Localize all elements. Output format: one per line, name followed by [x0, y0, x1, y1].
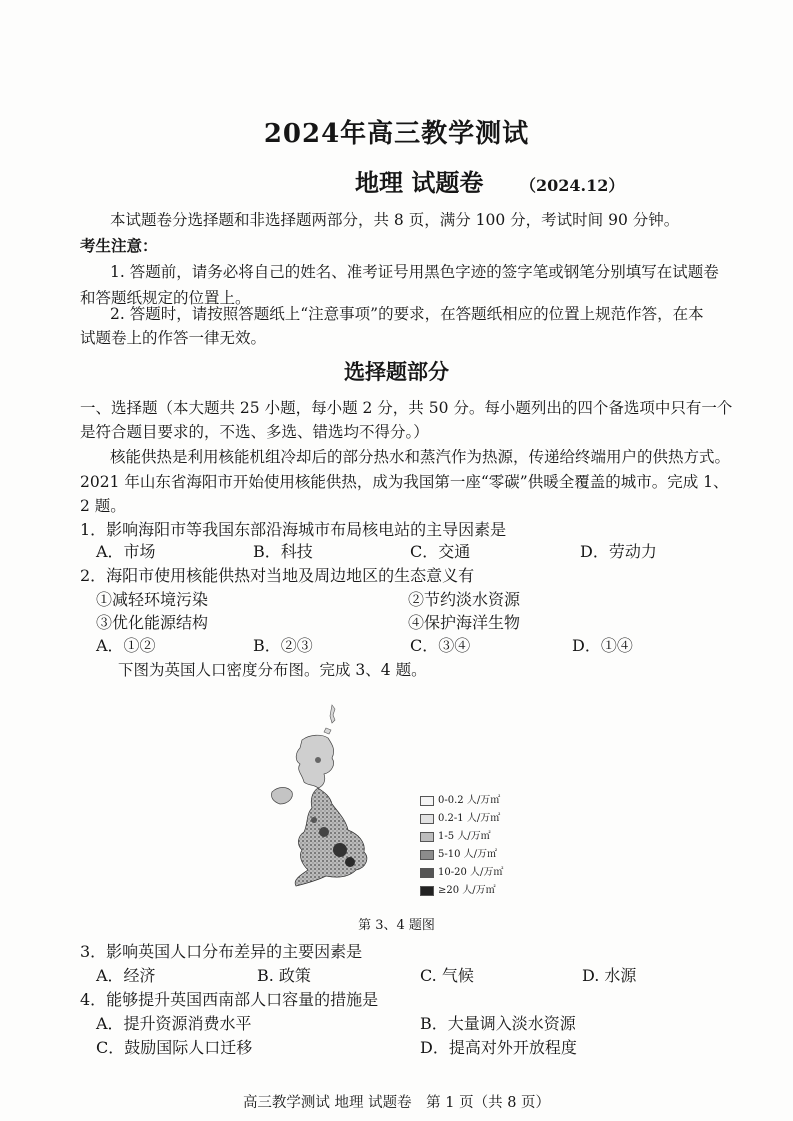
notice-title: 考生注意： [80, 236, 158, 255]
q1-option-a: A．市场 [96, 542, 156, 561]
legend-item [420, 885, 496, 897]
q2-option-d: D．①④ [572, 636, 633, 655]
notice-2a: 2. 答题时，请按照答题纸上“注意事项”的要求，在答题纸相应的位置上规范作答，在本 [110, 305, 704, 323]
q4-option-d: D．提高对外开放程度 [420, 1038, 577, 1057]
legend-swatch [420, 868, 434, 878]
section-heading-2: 是符合题目要求的，不选、多选、错选均不得分。） [80, 423, 429, 441]
question-3-stem: 3．影响英国人口分布差异的主要因素是 [80, 942, 363, 961]
passage-1-line-3: 2 题。 [80, 497, 126, 515]
q3-option-b: B. 政策 [257, 966, 311, 985]
q3-option-a: A．经济 [96, 966, 156, 985]
exam-title: 2024年高三教学测试 [263, 119, 530, 149]
section-heading-1: 一、选择题（本大题共 25 小题，每小题 2 分，共 50 分。每小题列出的四个备选项中只有一个 [80, 399, 733, 417]
section-title: 选择题部分 [344, 359, 449, 384]
q2-statement-4: ④保护海洋生物 [408, 613, 521, 632]
notice-1b: 和答题纸规定的位置上。 [80, 289, 251, 307]
legend-swatch [420, 796, 434, 806]
exam-date: （2024.12） [520, 176, 625, 195]
q3-option-c: C. 气候 [420, 966, 474, 985]
legend-label: 5-10 人/万㎡ [438, 849, 498, 860]
question-2-stem: 2．海阳市使用核能供热对当地及周边地区的生态意义有 [80, 566, 475, 585]
q2-option-c: C．③④ [410, 636, 471, 655]
q2-option-a: A．①② [96, 636, 156, 655]
legend-swatch [420, 832, 434, 842]
legend-item [420, 831, 491, 843]
legend-label: 0.2-1 人/万㎡ [438, 813, 501, 824]
legend-item [420, 813, 500, 825]
legend-swatch [420, 814, 434, 824]
question-4-stem: 4．能够提升英国西南部人口容量的措施是 [80, 990, 379, 1009]
q3-option-d: D. 水源 [582, 966, 637, 985]
legend-swatch [420, 850, 434, 860]
notice-2b: 试题卷上的作答一律无效。 [80, 329, 267, 347]
legend-label: 1-5 人/万㎡ [438, 831, 491, 842]
question-1-stem: 1．影响海阳市等我国东部沿海城市布局核电站的主导因素是 [80, 520, 507, 539]
exam-subtitle: 地理 试题卷 [355, 168, 484, 197]
q4-option-a: A．提升资源消费水平 [96, 1014, 252, 1033]
legend-item [420, 795, 500, 807]
q1-option-c: C．交通 [410, 542, 471, 561]
passage-2: 下图为英国人口密度分布图。完成 3、4 题。 [118, 661, 427, 679]
legend-item [420, 849, 497, 861]
figure-caption: 第 3、4 题图 [358, 918, 435, 933]
q1-option-b: B．科技 [253, 542, 313, 561]
page-footer: 高三教学测试 地理 试题卷 第 1 页（共 8 页） [242, 1095, 551, 1111]
q1-option-d: D．劳动力 [580, 542, 657, 561]
legend-label: 10-20 人/万㎡ [438, 867, 504, 878]
legend-label: ≥20 人/万㎡ [438, 885, 496, 896]
q2-statement-3: ③优化能源结构 [96, 613, 209, 632]
passage-1-line-1: 核能供热是利用核能机组冷却后的部分热水和蒸汽作为热源，传递给终端用户的供热方式。 [110, 448, 731, 466]
q2-option-b: B．②③ [253, 636, 313, 655]
legend-item [420, 867, 503, 879]
q2-statement-1: ①减轻环境污染 [96, 590, 209, 609]
passage-1-line-2: 2021 年山东省海阳市开始使用核能供热，成为我国第一座“零碳”供暖全覆盖的城市。完成 1、 [80, 473, 729, 491]
legend-swatch [420, 886, 434, 896]
notice-1a: 1. 答题前，请务必将自己的姓名、准考证号用黑色字迹的签字笔或钢笔分别填写在试题卷 [110, 263, 719, 281]
exam-intro: 本试题卷分选择题和非选择题两部分，共 8 页，满分 100 分，考试时间 90 分钟。 [110, 211, 680, 229]
legend-label: 0-0.2 人/万㎡ [438, 795, 501, 806]
q2-statement-2: ②节约淡水资源 [408, 590, 521, 609]
q4-option-b: B．大量调入淡水资源 [420, 1014, 576, 1033]
q4-option-c: C．鼓励国际人口迁移 [96, 1038, 253, 1057]
